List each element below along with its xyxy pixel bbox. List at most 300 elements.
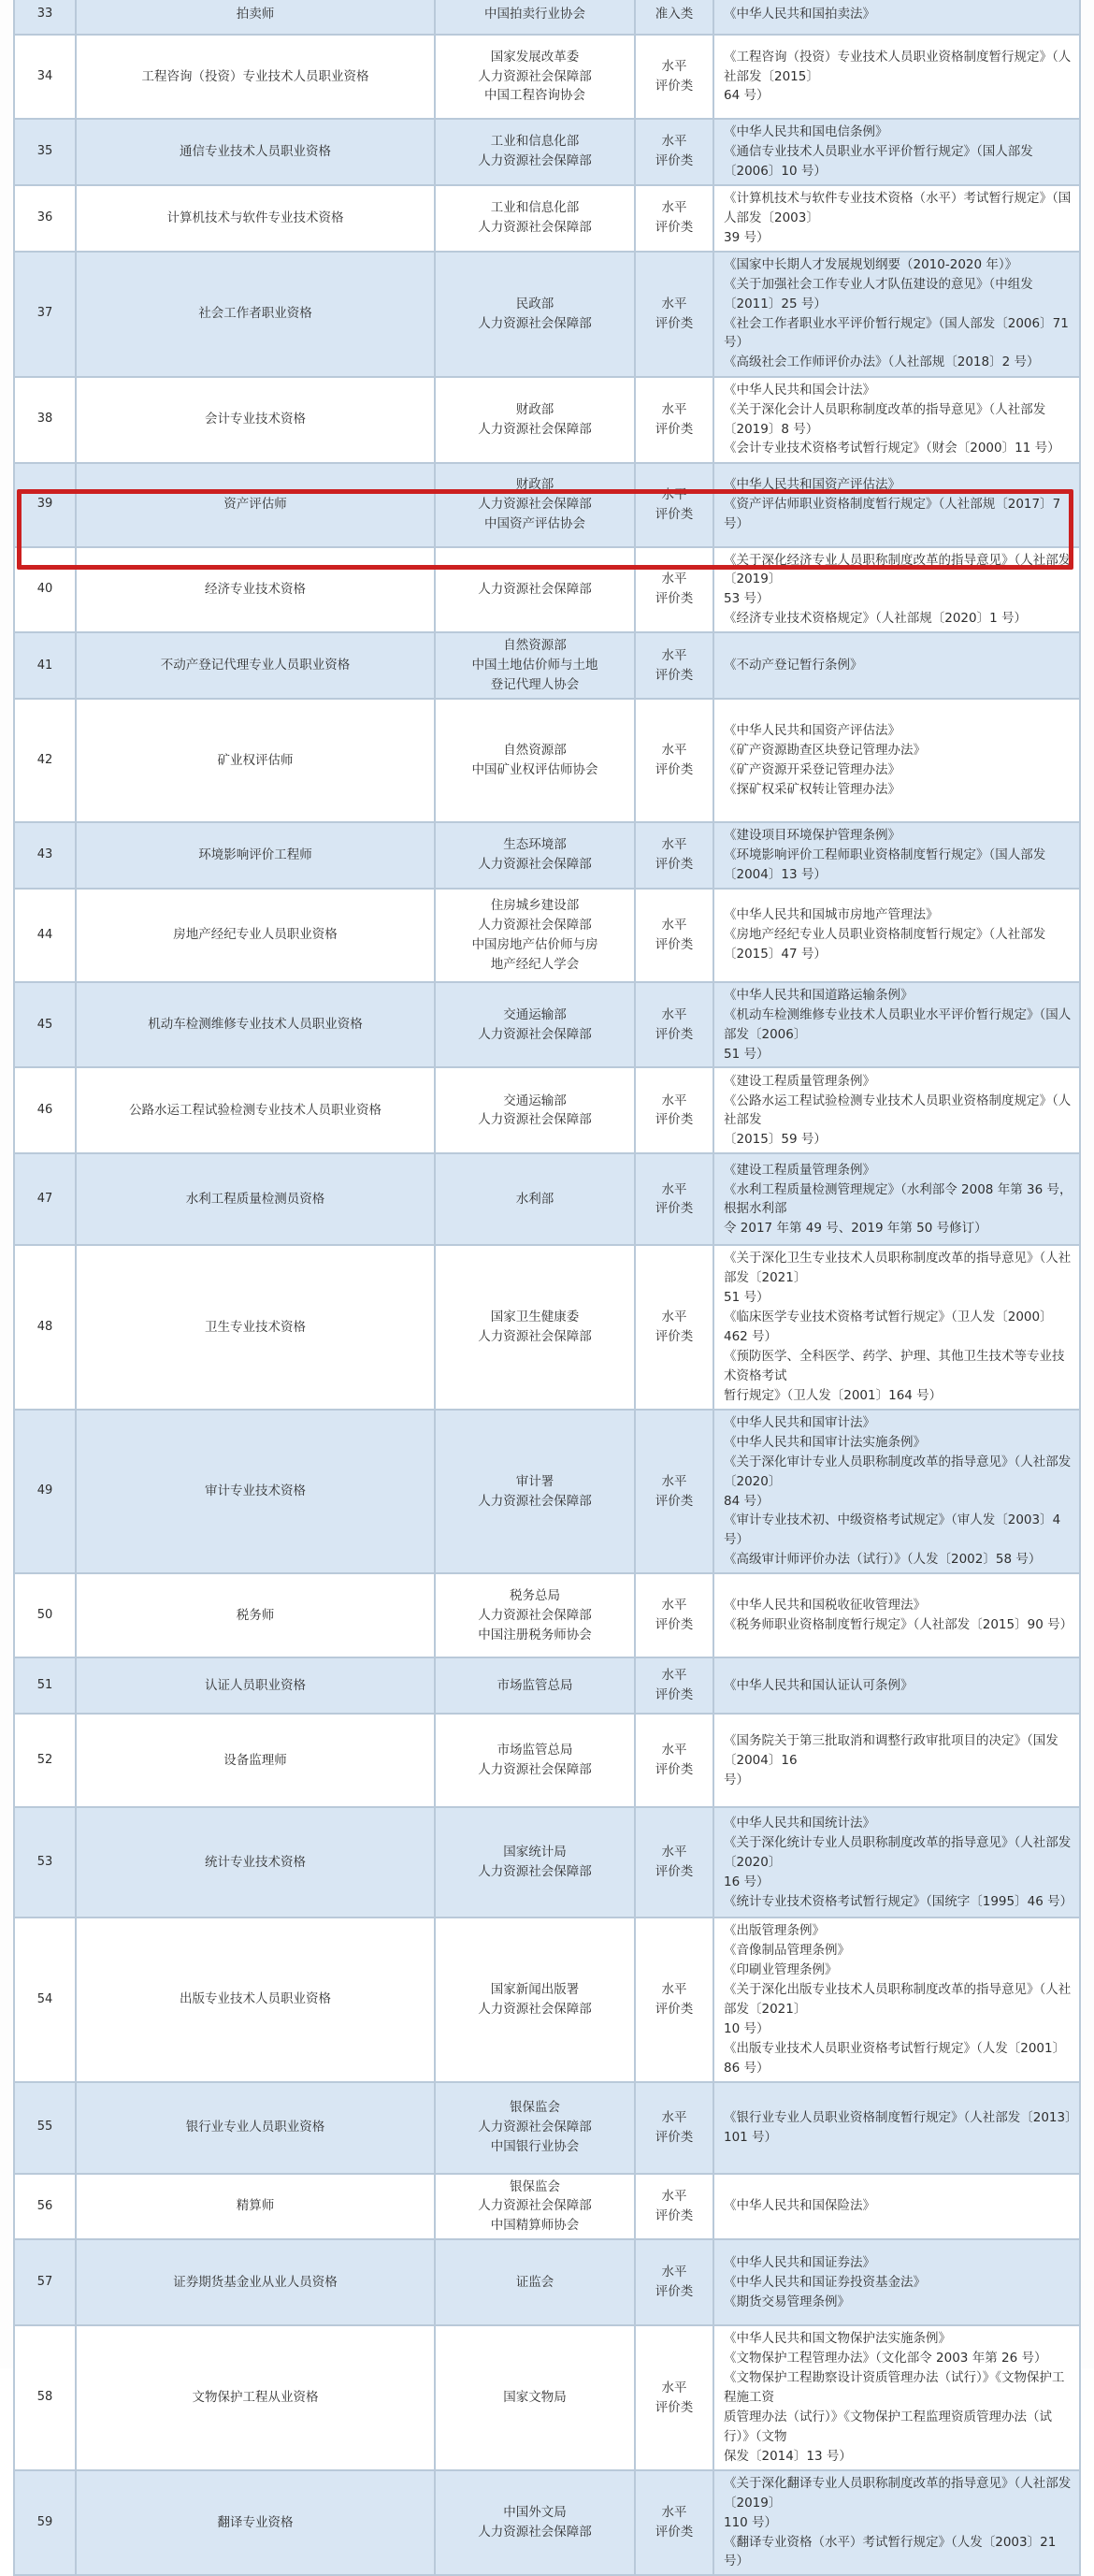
cell-line: 《建设工程质量管理条例》 (724, 1073, 875, 1089)
qualification-name: 房地产经纪专业人员职业资格 (76, 889, 435, 982)
cell-line: 《税务师职业资格制度暂行规定》（人社部发〔2015〕90 号） (724, 1617, 1073, 1633)
qualification-type (635, 252, 713, 377)
cell-line: 号） (724, 1772, 749, 1787)
cell-line: 评价类 (655, 421, 694, 437)
implementing-department (435, 2239, 635, 2325)
cell-line: 《房地产经纪专业人员职业资格制度暂行规定》（人社部发〔2015〕47 号） (724, 927, 1046, 962)
qualification-name: 计算机技术与软件专业技术资格 (76, 185, 435, 252)
cell-line: 暂行规定》（卫人发〔2001〕164 号） (724, 1387, 943, 1403)
qualification-name: 社会工作者职业资格 (76, 252, 435, 377)
cell-line: 评价类 (655, 1201, 694, 1217)
row-number: 41 (14, 632, 76, 699)
cell-line: 评价类 (655, 591, 694, 607)
qualification-name: 税务师 (76, 1573, 435, 1657)
cell-line: 人力资源社会保障部 (478, 1607, 592, 1623)
row-number: 34 (14, 35, 76, 119)
table-row (14, 889, 1080, 982)
cell-line: 《关于深化出版专业技术人员职称制度改革的指导意见》（人社部发〔2021〕 (724, 1981, 1072, 2017)
cell-line: 《统计专业技术资格考试暂行规定》（国统字〔1995〕46 号） (724, 1893, 1073, 1909)
cell-line: 人力资源社会保障部 (478, 68, 592, 84)
cell-line: 审计署 (515, 1473, 554, 1489)
qualification-type (635, 632, 713, 699)
cell-line: 《中华人民共和国保险法》 (724, 2198, 875, 2214)
cell-line: 《中华人民共和国资产评估法》 (724, 477, 900, 493)
qualification-name: 卫生专业技术资格 (76, 1245, 435, 1409)
qualification-name: 资产评估师 (76, 463, 435, 547)
qualification-type (635, 35, 713, 119)
table-row (14, 463, 1080, 547)
cell-line: 《国务院关于第三批取消和调整行政审批项目的决定》（国发〔2004〕16 (724, 1732, 1058, 1768)
cell-line: 评价类 (655, 1864, 694, 1880)
row-number: 36 (14, 185, 76, 252)
cell-line: 《中华人民共和国认证认可条例》 (724, 1677, 914, 1693)
cell-line: 评价类 (655, 2207, 694, 2223)
legal-basis (713, 35, 1080, 119)
qualification-table (13, 0, 1081, 2576)
cell-line: 民政部 (515, 296, 554, 311)
cell-line: 住房城乡建设部 (490, 897, 580, 913)
qualification-type (635, 699, 713, 822)
cell-line: 准入类 (655, 6, 694, 22)
cell-line: 《机动车检测维修专业技术人员职业水平评价暂行规定》（国人部发〔2006〕 (724, 1006, 1072, 1042)
table-row (14, 1410, 1080, 1573)
cell-line: 评价类 (655, 936, 694, 952)
cell-line: 财政部 (515, 477, 554, 493)
qualification-type (635, 1067, 713, 1153)
cell-line: 《音像制品管理条例》 (724, 1943, 850, 1959)
row-number: 37 (14, 252, 76, 377)
row-number: 49 (14, 1410, 76, 1573)
cell-line: 《环境影响评价工程师职业资格制度暂行规定》（国人部发〔2004〕13 号） (724, 847, 1046, 882)
cell-line: 保发〔2014〕13 号） (724, 2448, 852, 2464)
cell-line: 人力资源社会保障部 (478, 1329, 592, 1345)
cell-line: 51 号） (724, 1290, 770, 1306)
cell-line: 评价类 (655, 2525, 694, 2540)
cell-line: 中国拍卖行业协会 (484, 6, 585, 22)
legal-basis (713, 2239, 1080, 2325)
qualification-name: 设备监理师 (76, 1714, 435, 1807)
cell-line: 中国土地估价师与土地 (471, 658, 598, 673)
cell-line: 人力资源社会保障部 (478, 1493, 592, 1509)
cell-line: 人力资源社会保障部 (478, 220, 592, 236)
table-row (14, 1067, 1080, 1153)
qualification-type (635, 982, 713, 1068)
table-row (14, 1657, 1080, 1714)
cell-line: 《中华人民共和国拍卖法》 (724, 6, 875, 22)
cell-line: 《高级审计师评价办法（试行）》（人发〔2002〕58 号） (724, 1552, 1042, 1568)
table-row (14, 2239, 1080, 2325)
cell-line: 水平 (661, 1181, 687, 1197)
cell-line: 人力资源社会保障部 (478, 1026, 592, 1042)
qualification-type (635, 185, 713, 252)
table-row (14, 35, 1080, 119)
qualification-type (635, 822, 713, 889)
cell-line: 《经济专业技术资格规定》（人社部规〔2020〕1 号） (724, 611, 1027, 627)
qualification-name: 工程咨询（投资）专业技术人员职业资格 (76, 35, 435, 119)
qualification-type (635, 377, 713, 463)
table-row (14, 1153, 1080, 1245)
cell-line: 评价类 (655, 1687, 694, 1703)
implementing-department (435, 1807, 635, 1918)
table-row (14, 1573, 1080, 1657)
cell-line: 水利部 (515, 1191, 554, 1207)
row-number: 57 (14, 2239, 76, 2325)
legal-basis (713, 2082, 1080, 2174)
cell-line: 《中华人民共和国电信条例》 (724, 124, 888, 139)
cell-line: 水平 (661, 1743, 687, 1758)
cell-line: 《中华人民共和国审计法》 (724, 1414, 875, 1430)
implementing-department (435, 2082, 635, 2174)
qualification-name: 水利工程质量检测员资格 (76, 1153, 435, 1245)
row-number: 38 (14, 377, 76, 463)
cell-line: 《出版管理条例》 (724, 1923, 825, 1939)
implementing-department (435, 2325, 635, 2469)
qualification-name: 银行业专业人员职业资格 (76, 2082, 435, 2174)
cell-line: 《会计专业技术资格考试暂行规定》（财会〔2000〕11 号） (724, 441, 1060, 456)
cell-line: 《预防医学、全科医学、药学、护理、其他卫生技术等专业技术资格考试 (724, 1349, 1065, 1383)
implementing-department (435, 1410, 635, 1573)
cell-line: 《公路水运工程试验检测专业技术人员职业资格制度规定》（人社部发 (724, 1093, 1072, 1128)
cell-line: 〔2015〕59 号） (724, 1132, 827, 1148)
table-row (14, 1807, 1080, 1918)
implementing-department (435, 982, 635, 1068)
cell-line: 水平 (661, 1310, 687, 1325)
qualification-type (635, 1245, 713, 1409)
legal-basis (713, 119, 1080, 185)
qualification-type (635, 2470, 713, 2576)
implementing-department (435, 1245, 635, 1409)
legal-basis (713, 982, 1080, 1068)
legal-basis (713, 463, 1080, 547)
qualification-name: 精算师 (76, 2174, 435, 2240)
qualification-name: 会计专业技术资格 (76, 377, 435, 463)
qualification-type (635, 1714, 713, 1807)
cell-line: 水平 (661, 572, 687, 587)
legal-basis (713, 2470, 1080, 2576)
cell-line: 地产经纪人学会 (490, 956, 580, 972)
qualification-type (635, 1573, 713, 1657)
cell-line: 《出版专业技术人员职业资格考试暂行规定》（人发〔2001〕86 号） (724, 2040, 1066, 2076)
cell-line: 评价类 (655, 79, 694, 94)
row-number: 59 (14, 2470, 76, 2576)
cell-line: 水平 (661, 59, 687, 75)
row-number: 42 (14, 699, 76, 822)
cell-line: 国家卫生健康委 (490, 1310, 580, 1325)
cell-line: 财政部 (515, 401, 554, 417)
cell-line: 水平 (661, 200, 687, 216)
table-row (14, 1918, 1080, 2081)
cell-line: 《建设工程质量管理条例》 (724, 1162, 875, 1178)
cell-line: 84 号） (724, 1493, 770, 1509)
cell-line: 《中华人民共和国道路运输条例》 (724, 987, 914, 1003)
cell-line: 《关于加强社会工作专业人才队伍建设的意见》（中组发〔2011〕25 号） (724, 276, 1033, 311)
table-row (14, 547, 1080, 633)
cell-line: 人力资源社会保障部 (478, 315, 592, 331)
table-row (14, 2082, 1080, 2174)
cell-line: 银保监会 (510, 2100, 560, 2116)
cell-line: 《关于深化会计人员职称制度改革的指导意见》（人社部发〔2019〕8 号） (724, 401, 1046, 437)
implementing-department (435, 2470, 635, 2576)
cell-line: 国家文物局 (503, 2390, 567, 2406)
cell-line: 评价类 (655, 1112, 694, 1128)
table-row (14, 982, 1080, 1068)
legal-basis (713, 1657, 1080, 1714)
row-number: 44 (14, 889, 76, 982)
row-number: 52 (14, 1714, 76, 1807)
cell-line: 银保监会 (510, 2178, 560, 2194)
legal-basis (713, 1918, 1080, 2081)
cell-line: 《银行业专业人员职业资格制度暂行规定》（人社部发〔2013〕101 号） (724, 2109, 1072, 2145)
row-number: 33 (14, 0, 76, 35)
qualification-type (635, 2082, 713, 2174)
cell-line: 自然资源部 (503, 638, 567, 654)
qualification-name: 公路水运工程试验检测专业技术人员职业资格 (76, 1067, 435, 1153)
cell-line: 市场监管总局 (497, 1677, 573, 1693)
row-number: 39 (14, 463, 76, 547)
table-row (14, 1245, 1080, 1409)
cell-line: 《中华人民共和国资产评估法》 (724, 723, 900, 739)
row-number: 47 (14, 1153, 76, 1245)
row-number: 43 (14, 822, 76, 889)
implementing-department (435, 1657, 635, 1714)
cell-line: 《资产评估师职业资格制度暂行规定》（人社部规〔2017〕7 号） (724, 497, 1061, 531)
legal-basis (713, 252, 1080, 377)
cell-line: 水平 (661, 401, 687, 417)
implementing-department (435, 1714, 635, 1807)
cell-line: 《探矿权采矿权转让管理办法》 (724, 781, 900, 797)
implementing-department (435, 35, 635, 119)
cell-line: 交通运输部 (503, 1006, 567, 1022)
cell-line: 交通运输部 (503, 1093, 567, 1108)
cell-line: 64 号） (724, 88, 770, 104)
cell-line: 人力资源社会保障部 (478, 2198, 592, 2214)
legal-basis (713, 1714, 1080, 1807)
cell-line: 评价类 (655, 1329, 694, 1345)
cell-line: 《期货交易管理条例》 (724, 2294, 850, 2309)
cell-line: 水平 (661, 837, 687, 853)
qualification-name: 文物保护工程从业资格 (76, 2325, 435, 2469)
implementing-department (435, 699, 635, 822)
cell-line: 税务总局 (510, 1587, 560, 1603)
cell-line: 水平 (661, 134, 687, 150)
cell-line: 51 号） (724, 1046, 770, 1062)
cell-line: 人力资源社会保障部 (478, 917, 592, 933)
cell-line: 评价类 (655, 761, 694, 777)
legal-basis (713, 1153, 1080, 1245)
cell-line: 水平 (661, 1668, 687, 1684)
cell-line: 16 号） (724, 1874, 770, 1889)
cell-line: 人力资源社会保障部 (478, 2120, 592, 2135)
cell-line: 《关于深化翻译专业人员职称制度改革的指导意见》（人社部发〔2019〕 (724, 2475, 1072, 2511)
implementing-department (435, 547, 635, 633)
cell-line: 国家统计局 (503, 1845, 567, 1860)
cell-line: 人力资源社会保障部 (478, 857, 592, 873)
cell-line: 《中华人民共和国会计法》 (724, 382, 875, 398)
implementing-department (435, 822, 635, 889)
cell-line: 评价类 (655, 1617, 694, 1633)
cell-line: 水平 (661, 486, 687, 502)
cell-line: 中国精算师协会 (490, 2218, 580, 2234)
table-row (14, 185, 1080, 252)
qualification-type (635, 1153, 713, 1245)
cell-line: 《关于深化卫生专业技术人员职称制度改革的指导意见》（人社部发〔2021〕 (724, 1251, 1072, 1286)
implementing-department (435, 1153, 635, 1245)
cell-line: 登记代理人协会 (490, 677, 580, 693)
cell-line: 中国工程咨询协会 (484, 88, 585, 104)
cell-line: 水平 (661, 296, 687, 311)
legal-basis (713, 2325, 1080, 2469)
implementing-department (435, 889, 635, 982)
cell-line: 《矿产资源勘查区块登记管理办法》 (724, 743, 926, 759)
legal-basis (713, 632, 1080, 699)
implementing-department (435, 2174, 635, 2240)
qualification-name: 通信专业技术人员职业资格 (76, 119, 435, 185)
cell-line: 水平 (661, 2505, 687, 2521)
qualification-type (635, 0, 713, 35)
cell-line: 水平 (661, 1845, 687, 1860)
qualification-name: 经济专业技术资格 (76, 547, 435, 633)
legal-basis (713, 1245, 1080, 1409)
cell-line: 中国银行业协会 (490, 2139, 580, 2155)
cell-line: 《关于深化统计专业人员职称制度改革的指导意见》（人社部发〔2020〕 (724, 1834, 1072, 1870)
cell-line: 评价类 (655, 857, 694, 873)
cell-line: 评价类 (655, 2399, 694, 2415)
cell-line: 《中华人民共和国文物保护法实施条例》 (724, 2331, 951, 2347)
cell-line: 110 号） (724, 2514, 778, 2530)
cell-line: 水平 (661, 1981, 687, 1997)
table-row (14, 1714, 1080, 1807)
legal-basis (713, 2174, 1080, 2240)
cell-line: 中国矿业权评估师协会 (471, 761, 598, 777)
table-row (14, 2325, 1080, 2469)
row-number: 45 (14, 982, 76, 1068)
qualification-type (635, 119, 713, 185)
cell-line: 评价类 (655, 1493, 694, 1509)
cell-line: 质管理办法（试行）》《文物保护工程监理资质管理办法（试行）》（文物 (724, 2410, 1052, 2444)
row-number: 54 (14, 1918, 76, 2081)
legal-basis (713, 185, 1080, 252)
cell-line: 《中华人民共和国证券法》 (724, 2254, 875, 2270)
cell-line: 人力资源社会保障部 (478, 1112, 592, 1128)
cell-line: 工业和信息化部 (490, 134, 580, 150)
table-row (14, 699, 1080, 822)
qualification-type (635, 547, 713, 633)
cell-line: 评价类 (655, 2284, 694, 2300)
cell-line: 《工程咨询（投资）专业技术人员职业资格制度暂行规定》（人社部发〔2015〕 (724, 49, 1072, 84)
qualification-name: 审计专业技术资格 (76, 1410, 435, 1573)
cell-line: 水平 (661, 1093, 687, 1108)
qualification-type (635, 2325, 713, 2469)
cell-line: 国家新闻出版署 (490, 1981, 580, 1997)
row-number: 51 (14, 1657, 76, 1714)
cell-line: 人力资源社会保障部 (478, 1864, 592, 1880)
implementing-department (435, 632, 635, 699)
cell-line: 53 号） (724, 591, 770, 607)
cell-line: 水平 (661, 2380, 687, 2395)
cell-line: 国家发展改革委 (490, 49, 580, 65)
cell-line: 《关于深化经济专业人员职称制度改革的指导意见》（人社部发〔2019〕 (724, 552, 1072, 587)
cell-line: 《计算机技术与软件专业技术资格（水平）考试暂行规定》（国人部发〔2003〕 (724, 190, 1072, 225)
cell-line: 人力资源社会保障部 (478, 2001, 592, 2017)
qualification-type (635, 463, 713, 547)
row-number: 46 (14, 1067, 76, 1153)
cell-line: 评价类 (655, 506, 694, 522)
table-row (14, 119, 1080, 185)
implementing-department (435, 119, 635, 185)
cell-line: 生态环境部 (503, 837, 567, 853)
qualification-name: 机动车检测维修专业技术人员职业资格 (76, 982, 435, 1068)
row-number: 35 (14, 119, 76, 185)
cell-line: 评价类 (655, 220, 694, 236)
cell-line: 人力资源社会保障部 (478, 421, 592, 437)
qualification-name: 矿业权评估师 (76, 699, 435, 822)
legal-basis (713, 1067, 1080, 1153)
qualification-type (635, 1410, 713, 1573)
cell-line: 《文物保护工程管理办法》（文化部令 2003 年第 26 号） (724, 2351, 1047, 2366)
cell-line: 人力资源社会保障部 (478, 497, 592, 513)
implementing-department (435, 463, 635, 547)
row-number: 48 (14, 1245, 76, 1409)
cell-line: 水平 (661, 647, 687, 663)
table-row (14, 632, 1080, 699)
table-row (14, 377, 1080, 463)
cell-line: 中国房地产估价师与房 (471, 936, 598, 952)
cell-line: 人力资源社会保障部 (478, 581, 592, 597)
qualification-name: 统计专业技术资格 (76, 1807, 435, 1918)
cell-line: 令 2017 年第 49 号、2019 年第 50 号修订） (724, 1221, 987, 1237)
qualification-type (635, 1807, 713, 1918)
cell-line: 水平 (661, 1473, 687, 1489)
table-row (14, 2174, 1080, 2240)
qualification-name: 环境影响评价工程师 (76, 822, 435, 889)
cell-line: 《不动产登记暂行条例》 (724, 658, 863, 673)
cell-line: 评价类 (655, 153, 694, 169)
row-number: 53 (14, 1807, 76, 1918)
cell-line: 《中华人民共和国税收征收管理法》 (724, 1598, 926, 1614)
cell-line: 《文物保护工程勘察设计资质管理办法（试行）》《文物保护工程施工资 (724, 2370, 1065, 2406)
implementing-department (435, 185, 635, 252)
cell-line: 中国资产评估协会 (484, 515, 585, 531)
cell-line: 《翻译专业资格（水平）考试暂行规定》（人发〔2003〕21 号） (724, 2534, 1057, 2569)
cell-line: 《临床医学专业技术资格考试暂行规定》（卫人发〔2000〕462 号） (724, 1310, 1053, 1345)
cell-line: 水平 (661, 743, 687, 759)
cell-line: 《中华人民共和国统计法》 (724, 1815, 875, 1831)
legal-basis (713, 377, 1080, 463)
qualification-type (635, 1657, 713, 1714)
cell-line: 评价类 (655, 1026, 694, 1042)
table-row (14, 252, 1080, 377)
cell-line: 自然资源部 (503, 743, 567, 759)
cell-line: 水平 (661, 2109, 687, 2125)
cell-line: 评价类 (655, 2001, 694, 2017)
cell-line: 工业和信息化部 (490, 200, 580, 216)
cell-line: 中国注册税务师协会 (478, 1627, 592, 1643)
qualification-name: 出版专业技术人员职业资格 (76, 1918, 435, 2081)
qualification-name: 证券期货基金业从业人员资格 (76, 2239, 435, 2325)
cell-line: 证监会 (515, 2274, 554, 2290)
implementing-department (435, 0, 635, 35)
cell-line: 评价类 (655, 315, 694, 331)
qualification-type (635, 1918, 713, 2081)
row-number: 56 (14, 2174, 76, 2240)
cell-line: 《高级社会工作师评价办法》（人社部规〔2018〕2 号） (724, 355, 1040, 370)
cell-line: 人力资源社会保障部 (478, 2525, 592, 2540)
legal-basis (713, 0, 1080, 35)
implementing-department (435, 377, 635, 463)
cell-line: 39 号） (724, 229, 770, 245)
legal-basis (713, 699, 1080, 822)
legal-basis (713, 1807, 1080, 1918)
